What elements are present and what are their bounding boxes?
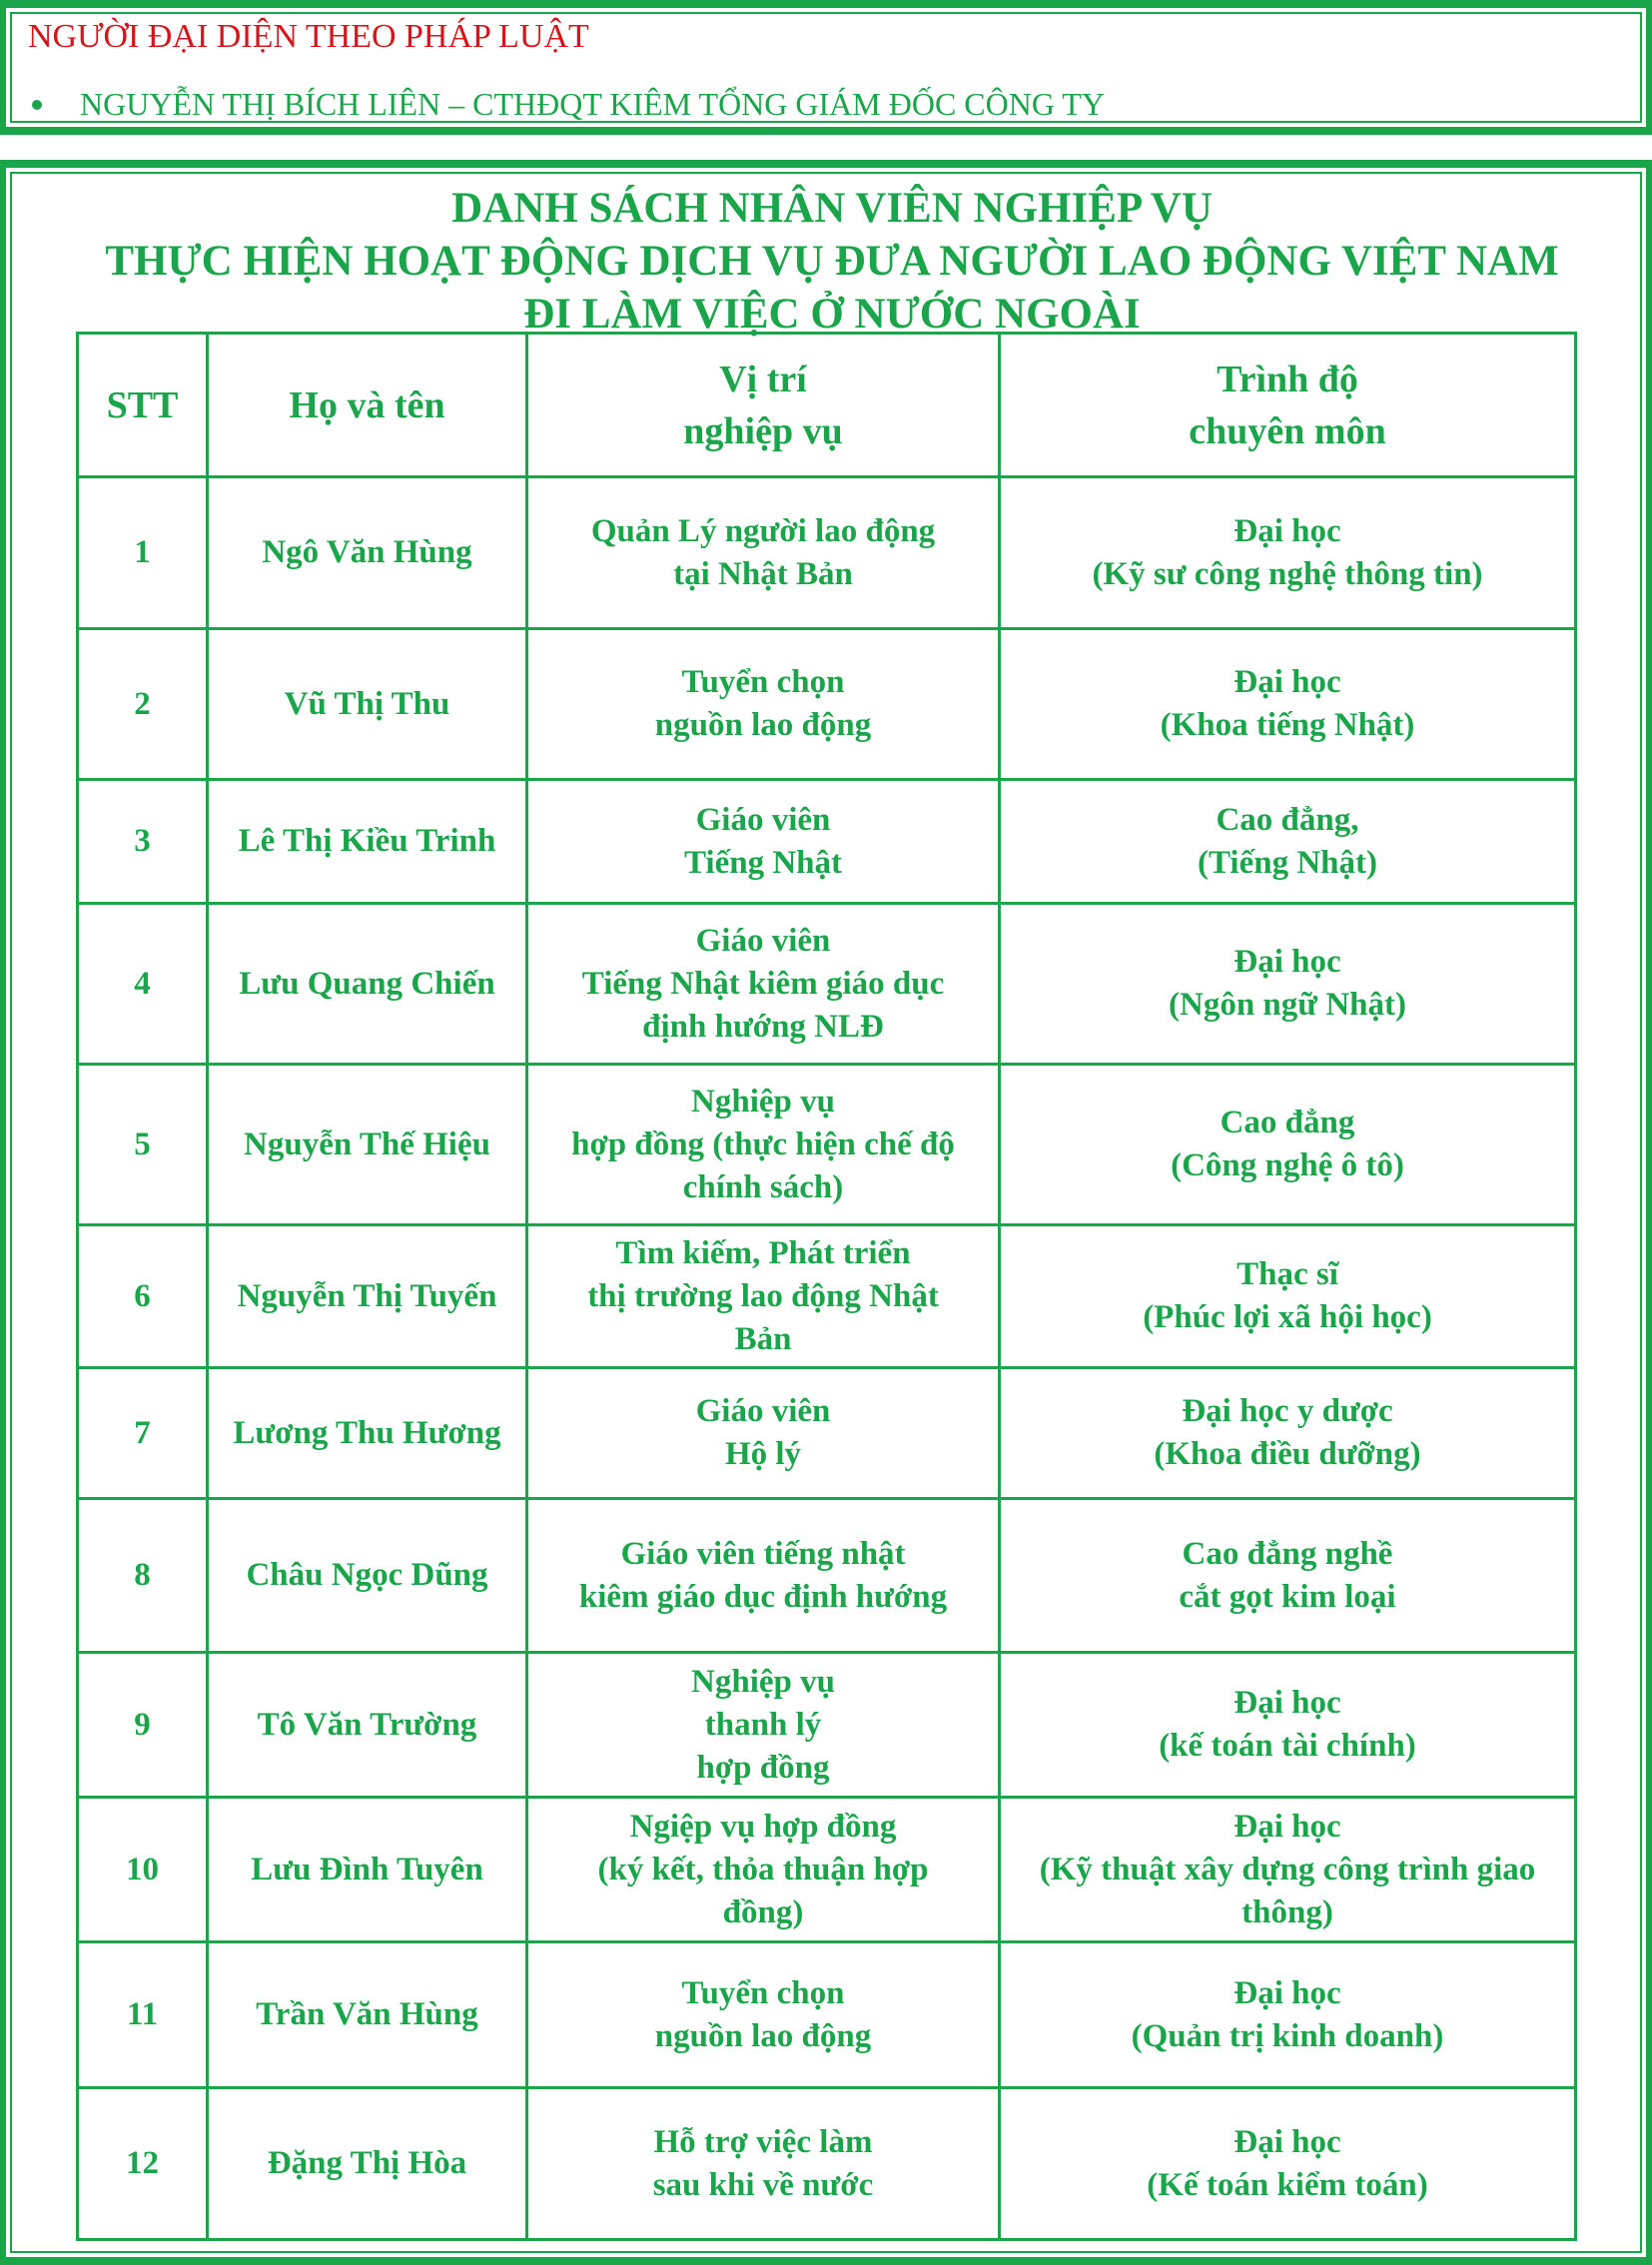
- cell-qualification-line: Đại học: [1234, 944, 1341, 980]
- cell-qualification: [1000, 2088, 1576, 2240]
- cell-qualification-line: thông): [1241, 1893, 1333, 1930]
- cell-position: [527, 780, 1000, 904]
- cell-position: [527, 1942, 1000, 2088]
- cell-stt: 7: [78, 1368, 208, 1499]
- cell-stt: 5: [78, 1065, 208, 1225]
- cell-position-line: Hỗ trợ việc làm: [653, 2123, 873, 2160]
- cell-qualification-line: (Phúc lợi xã hội học): [1143, 1299, 1432, 1335]
- cell-position-line: (ký kết, thỏa thuận hợp: [597, 1851, 929, 1888]
- header-position-line: Vị trí: [719, 358, 807, 400]
- cell-position-line: hợp đồng (thực hiện chế độ: [571, 1126, 955, 1162]
- cell-qualification-line: (Khoa điều dưỡng): [1154, 1436, 1421, 1472]
- cell-position-line: Bản: [734, 1320, 792, 1357]
- cell-stt: 4: [78, 904, 208, 1065]
- cell-position: [527, 1499, 1000, 1653]
- cell-position-line: định hướng NLĐ: [642, 1008, 884, 1045]
- cell-qualification: [1000, 1653, 1576, 1798]
- table-row: [78, 1225, 1576, 1368]
- cell-qualification-line: (Khoa tiếng Nhật): [1160, 707, 1415, 743]
- header-qualification: [1000, 334, 1576, 477]
- cell-qualification: [1000, 1368, 1576, 1499]
- cell-position-line: thanh lý: [704, 1706, 822, 1743]
- cell-position-line: nguồn lao động: [654, 2017, 872, 2054]
- cell-name: Lưu Quang Chiến: [208, 904, 527, 1065]
- table-body: [78, 477, 1576, 2240]
- cell-stt: 2: [78, 629, 208, 780]
- cell-position: [527, 1798, 1000, 1942]
- cell-position-line: kiêm giáo dục định hướng: [578, 1578, 948, 1615]
- cell-qualification-line: Cao đẳng,: [1216, 801, 1359, 838]
- cell-qualification-line: (Kỹ sư công nghệ thông tin): [1092, 555, 1483, 592]
- cell-position-line: Tuyển chọn: [681, 1974, 845, 2011]
- table-row: [78, 1065, 1576, 1225]
- legal-representative-heading: NGƯỜI ĐẠI DIỆN THEO PHÁP LUẬT: [28, 18, 589, 55]
- cell-qualification-line: (Ngôn ngữ Nhật): [1169, 987, 1406, 1023]
- cell-qualification-line: Cao đẳng nghề: [1182, 1535, 1393, 1572]
- table-row: [78, 780, 1576, 904]
- cell-qualification-line: Đại học y dược: [1182, 1393, 1393, 1429]
- cell-qualification-line: cắt gọt kim loại: [1179, 1578, 1396, 1615]
- cell-position-line: Giáo viên: [695, 1393, 831, 1429]
- cell-position: [527, 1065, 1000, 1225]
- cell-position: [527, 1368, 1000, 1499]
- cell-qualification-line: Đại học: [1234, 1685, 1341, 1721]
- cell-qualification: [1000, 477, 1576, 629]
- title-line-2: THỰC HIỆN HOẠT ĐỘNG DỊCH VỤ ĐƯA NGƯỜI LAO ĐỘNG VIỆT NAM: [105, 238, 1559, 285]
- cell-stt: 8: [78, 1499, 208, 1653]
- table-row: [78, 1368, 1576, 1499]
- cell-position-line: Giáo viên: [695, 922, 831, 959]
- cell-qualification: [1000, 1225, 1576, 1368]
- legal-representative-box: [0, 0, 1652, 135]
- cell-qualification: [1000, 780, 1576, 904]
- cell-position-line: Tiếng Nhật: [683, 844, 842, 881]
- cell-name: Lê Thị Kiều Trinh: [208, 780, 527, 904]
- cell-qualification: [1000, 904, 1576, 1065]
- cell-qualification: [1000, 1942, 1576, 2088]
- cell-qualification-line: (Tiếng Nhật): [1198, 844, 1377, 881]
- cell-position-line: Quản Lý người lao động: [590, 512, 936, 549]
- cell-name: Đặng Thị Hòa: [208, 2088, 527, 2240]
- cell-qualification-line: (Công nghệ ô tô): [1171, 1147, 1404, 1183]
- cell-stt: 11: [78, 1942, 208, 2088]
- cell-qualification-line: (Quản trị kinh doanh): [1131, 2017, 1444, 2054]
- cell-qualification-line: Đại học: [1234, 1974, 1341, 2011]
- table-row: [78, 2088, 1576, 2240]
- cell-position-line: chính sách): [682, 1168, 844, 1205]
- staff-table: [76, 332, 1577, 2241]
- bullet-icon: [32, 100, 42, 110]
- cell-position-line: Nghiệp vụ: [691, 1083, 835, 1120]
- cell-qualification-line: Đại học: [1234, 2123, 1341, 2160]
- cell-stt: 10: [78, 1798, 208, 1942]
- table-row: [78, 629, 1576, 780]
- cell-position-line: thị trường lao động Nhật: [587, 1277, 939, 1314]
- cell-qualification-line: Thạc sĩ: [1237, 1256, 1338, 1292]
- cell-qualification: [1000, 1499, 1576, 1653]
- table-row: [78, 904, 1576, 1065]
- table-row: [78, 477, 1576, 629]
- cell-position: [527, 1653, 1000, 1798]
- cell-position-line: Giáo viên: [695, 801, 831, 838]
- cell-qualification-line: Cao đẳng: [1220, 1105, 1355, 1140]
- header-name: Họ và tên: [208, 334, 527, 477]
- cell-qualification-line: (Kỹ thuật xây dựng công trình giao: [1039, 1851, 1536, 1888]
- cell-qualification-line: Đại học: [1234, 512, 1341, 549]
- header-position-line: nghiệp vụ: [683, 409, 843, 452]
- header-position: [527, 334, 1000, 477]
- title-line-3: ĐI LÀM VIỆC Ở NƯỚC NGOÀI: [523, 291, 1141, 338]
- cell-position-line: Nghiệp vụ: [691, 1663, 835, 1700]
- cell-name: Ngô Văn Hùng: [208, 477, 527, 629]
- cell-position-line: Tuyển chọn: [681, 664, 845, 700]
- cell-name: Nguyễn Thị Tuyến: [208, 1225, 527, 1368]
- cell-stt: 6: [78, 1225, 208, 1368]
- cell-position-line: Hộ lý: [724, 1436, 802, 1472]
- title-line-1: DANH SÁCH NHÂN VIÊN NGHIỆP VỤ: [451, 185, 1213, 232]
- cell-position-line: đồng): [722, 1893, 804, 1930]
- document-title: [6, 182, 1652, 341]
- table-row: [78, 1653, 1576, 1798]
- cell-qualification: [1000, 1798, 1576, 1942]
- cell-position: [527, 1225, 1000, 1368]
- cell-name: Lương Thu Hương: [208, 1368, 527, 1499]
- header-qualification-line: chuyên môn: [1189, 409, 1386, 452]
- cell-name: Lưu Đình Tuyên: [208, 1798, 527, 1942]
- cell-stt: 1: [78, 477, 208, 629]
- cell-position: [527, 2088, 1000, 2240]
- cell-qualification-line: (kế toán tài chính): [1159, 1728, 1416, 1764]
- cell-qualification: [1000, 1065, 1576, 1225]
- cell-stt: 9: [78, 1653, 208, 1798]
- cell-stt: 12: [78, 2088, 208, 2240]
- cell-position-line: hợp đồng: [696, 1749, 830, 1786]
- table-header-row: [78, 334, 1576, 477]
- cell-position-line: sau khi về nước: [652, 2166, 874, 2203]
- cell-position-line: Tiếng Nhật kiêm giáo dục: [581, 965, 945, 1002]
- table-row: [78, 1798, 1576, 1942]
- cell-qualification-line: Đại học: [1234, 1808, 1341, 1845]
- header-qualification-line: Trình độ: [1217, 358, 1358, 400]
- cell-name: Châu Ngọc Dũng: [208, 1499, 527, 1653]
- cell-position: [527, 629, 1000, 780]
- cell-name: Nguyễn Thế Hiệu: [208, 1065, 527, 1225]
- cell-position-line: Tìm kiếm, Phát triển: [615, 1234, 911, 1271]
- header-stt: STT: [78, 334, 208, 477]
- cell-qualification-line: Đại học: [1234, 664, 1341, 700]
- cell-qualification-line: (Kế toán kiểm toán): [1147, 2166, 1428, 2203]
- cell-position-line: tại Nhật Bản: [673, 555, 853, 592]
- cell-stt: 3: [78, 780, 208, 904]
- cell-position-line: nguồn lao động: [654, 707, 872, 743]
- legal-representative-name: NGUYỄN THỊ BÍCH LIÊN – CTHĐQT KIÊM TỔNG GIÁM ĐỐC CÔNG TY: [80, 86, 1106, 122]
- cell-position: [527, 477, 1000, 629]
- cell-qualification: [1000, 629, 1576, 780]
- cell-name: Trần Văn Hùng: [208, 1942, 527, 2088]
- cell-name: Vũ Thị Thu: [208, 629, 527, 780]
- cell-position: [527, 904, 1000, 1065]
- table-row: [78, 1499, 1576, 1653]
- cell-position-line: Giáo viên tiếng nhật: [620, 1535, 906, 1572]
- cell-position-line: Ngiệp vụ hợp đồng: [629, 1808, 897, 1845]
- cell-name: Tô Văn Trường: [208, 1653, 527, 1798]
- table-row: [78, 1942, 1576, 2088]
- legal-representative-item: [28, 86, 1105, 123]
